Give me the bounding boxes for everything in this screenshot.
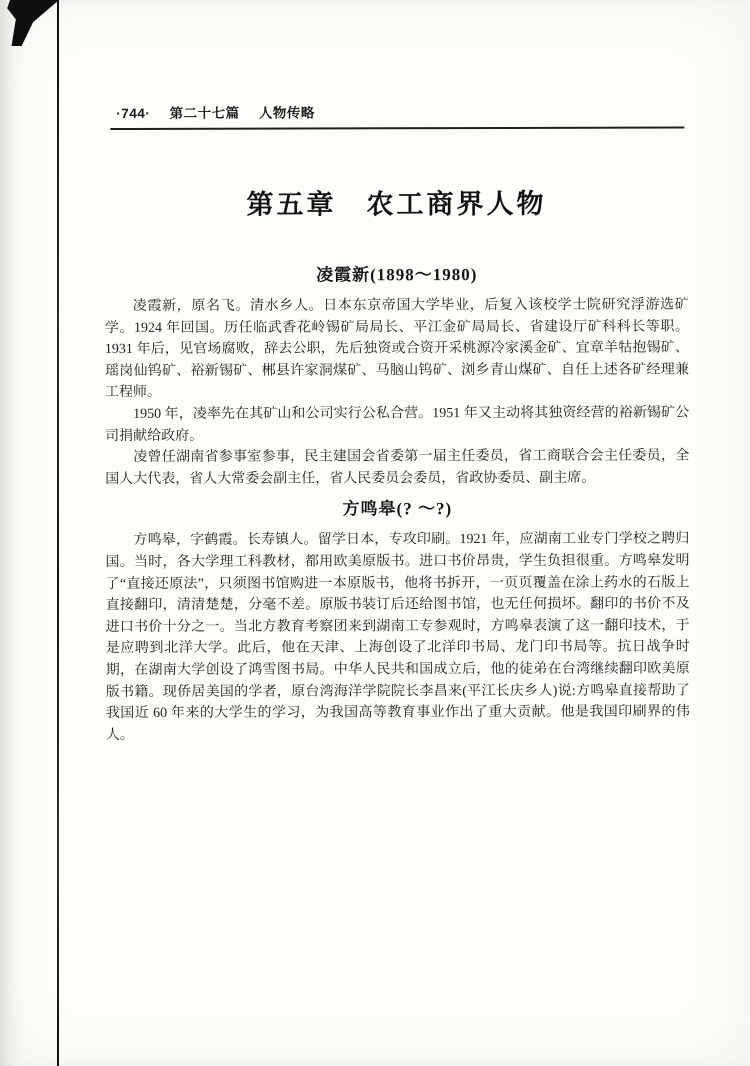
chapter-title: 第五章 农工商界人物 [246, 188, 547, 220]
page-number: ·744· [116, 105, 151, 121]
page-content [104, 0, 690, 746]
running-header [104, 102, 688, 123]
section-heading-ling-xiaxin: 凌霞新(1898～1980) [316, 265, 478, 285]
header-rule [110, 126, 684, 130]
paragraph: 凌曾任湖南省参事室参事，民主建国会省委第一届主任委员，省工商联合会主任委员，全国人大代表，省人大常委会副主任，省人民委员会委员，省政协委员、副主席。 [105, 448, 690, 487]
paragraph: 1950 年，凌率先在其矿山和公司实行公私合营。1951 年又主动将其独资经营的裕新锡矿公司捐献给政府。 [105, 405, 690, 444]
paragraph: 方鸣皋，字鹤霞。长寿镇人。留学日本，专攻印刷。1921 年，应湖南工业专门学校之聘归国。当时，各大学理工科教材，都用欧美原版书。进口书价昂贵，学生负担很重。方鸣皋发明了“直接还原法”，只须图书馆购进一本原版书，他将书拆开，一页页覆盖在涂上药水的石版上直接翻印，清清楚楚，分毫不差。原版书装订后还给图书馆，也无任何损坏。翻印的书价不及进口书价十分之一。当北方教育考察团来到湖南工专参观时，方鸣皋表演了这一翻印技术，于是应聘到北洋大学。此后，他在天津、上海创设了北洋印书局、龙门印书局等。抗日战争时期，在湖南大学创设了鸿雪图书局。中华人民共和国成立后，他的徒弟在台湾继续翻印欧美原版书籍。现侨居美国的学者，原台湾海洋学院院长李昌来(平江长庆乡人)说:方鸣皋直接帮助了我国近 60 年来的大学生的学习，为我国高等教育事业作出了重大贡献。他是我国印刷界的伟人。 [105, 531, 690, 743]
scan-artifact-spine-line [57, 0, 59, 1066]
paragraph: 凌霞新，原名飞。清水乡人。日本东京帝国大学毕业，后复入该校学士院研究浮游选矿学。1924 年回国。历任临武香花岭锡矿局局长、平江金矿局局长、省建设厅矿科科长等职。1931 年后，见官场腐败，辞去公职，先后独资或合资开采桃源冷家溪金矿、宜章羊牯抱锡矿、瑶岗仙钨矿、裕新锡矿、郴县许家洞煤矿、马脑山钨矿、浏乡青山煤矿、自任上述各矿经理兼工程师。 [104, 297, 689, 401]
part-number: 第二十七篇 [169, 105, 240, 121]
part-title: 人物传略 [258, 105, 315, 121]
scan-artifact-corner [0, 0, 72, 46]
section-heading-fang-minggao: 方鸣皋(? ～?) [342, 499, 453, 519]
